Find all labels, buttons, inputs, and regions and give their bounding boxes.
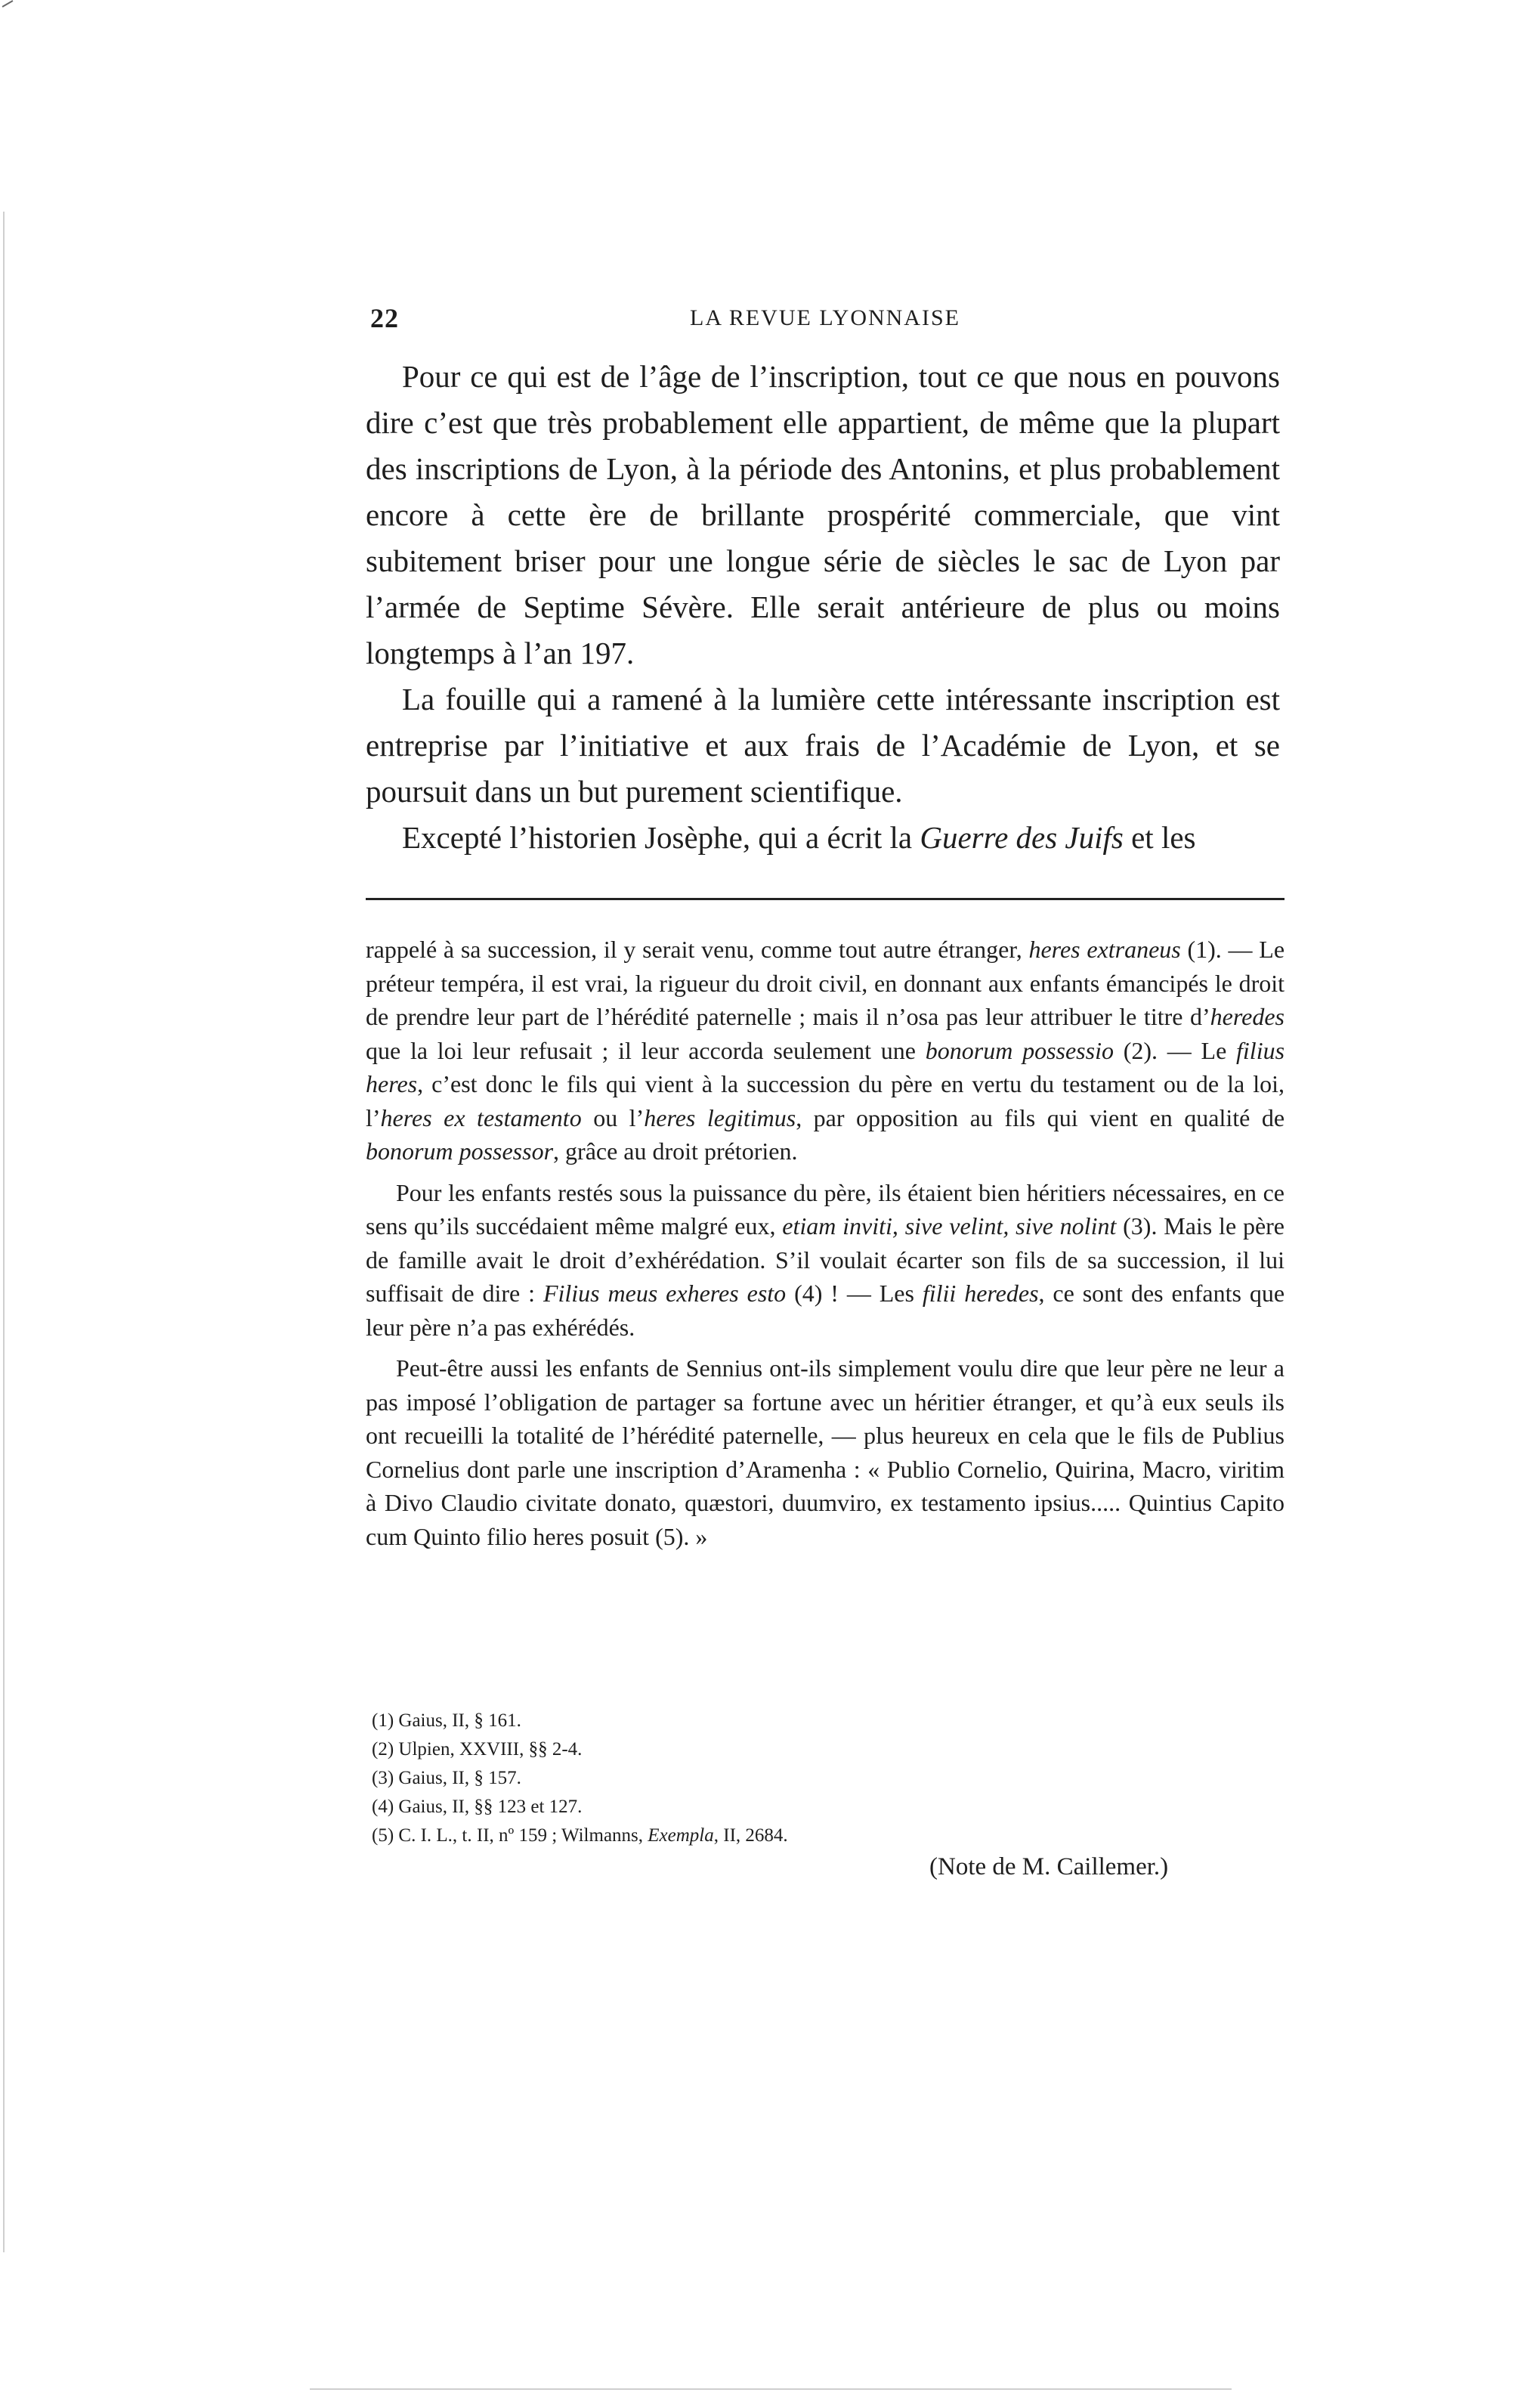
n1-c: (1). — Le préteur tempéra, il est vrai, la rigueur du droit civil, en donnant aux enfants émancipés le droit de prendre leur part de l’hérédité paternelle ; mais il n’osa pas leur attribuer le titre d’ — [366, 936, 1285, 1030]
footnote-5 — [372, 1821, 1127, 1850]
n2-d: Filius meus exheres esto — [543, 1280, 787, 1307]
page-edge-bottom — [310, 2388, 1232, 2390]
footnote-2: (2) Ulpien, XXVIII, §§ 2-4. — [372, 1739, 583, 1760]
book-title: Guerre des Juifs — [920, 820, 1124, 855]
n1-g: (2). — Le — [1113, 1036, 1237, 1064]
n1-j: heres ex testamento — [380, 1103, 582, 1131]
n1-m: , par opposition au fils qui vient en qualité de — [796, 1103, 1285, 1131]
note-paragraph-1 — [366, 933, 1285, 1168]
n1-n: bonorum possessor — [366, 1137, 554, 1165]
body-p3-text-a: Excepté l’historien Josèphe, qui a écrit la — [402, 820, 920, 855]
footnote-4: (4) Gaius, II, §§ 123 et 127. — [372, 1797, 583, 1817]
n1-k: ou l’ — [581, 1103, 645, 1131]
notes-block — [366, 933, 1285, 1561]
body-paragraph-1: Pour ce qui est de l’âge de l’inscription, tout ce que nous en pouvons dire c’est que très probablement elle appartient, de même que la plupart des inscriptions de Lyon, à la période des Antonins, et plus probablement encore à cette ère de brillante prospérité commerciale, que vint subitement briser pour une longue série de siècles le sac de Lyon par l’armée de Septime Sévère. Elle serait antérieure de plus ou moins longtemps à l’an 197. — [366, 359, 1280, 670]
body-paragraph-2: La fouille qui a ramené à la lumière cette intéressante inscription est entreprise par l’initiative et aux frais de l’Académie de Lyon, et se poursuit dans un but purement scientifique. — [366, 682, 1280, 809]
f5-c: , II, 2684. — [713, 1825, 788, 1846]
page-number: 22 — [370, 303, 399, 333]
page-edge-left — [3, 212, 5, 2252]
f5-a: (5) C. I. L., t. II, nº 159 ; Wilmanns, — [372, 1825, 648, 1846]
n2-g: , ce sont des enfants que leur père n’a pas exhérédés. — [366, 1280, 1285, 1341]
n2-f: filii heredes — [922, 1280, 1039, 1307]
n1-e: que la loi leur refusait ; il leur accorda seulement une — [366, 1036, 926, 1064]
footnote-rule — [366, 898, 1285, 900]
running-title: LA REVUE LYONNAISE — [690, 305, 960, 330]
scan-mark — [2, 0, 14, 8]
body-text — [366, 354, 1280, 861]
n1-l: heres legitimus — [644, 1103, 796, 1131]
n2-b: etiam inviti, sive velint, sive nolint — [782, 1212, 1117, 1240]
f5-b: Exempla — [648, 1825, 714, 1846]
footnote-1: (1) Gaius, II, § 161. — [372, 1710, 521, 1731]
signature: (Note de M. Caillemer.) — [929, 1853, 1169, 1880]
n1-a: rappelé à sa succession, il y serait venu, comme tout autre étranger, — [366, 936, 1029, 963]
n1-o: , grâce au droit prétorien. — [553, 1137, 798, 1165]
n1-h: filius heres — [366, 1036, 1285, 1097]
footnotes — [372, 1707, 1127, 1850]
n1-d: heredes — [1210, 1003, 1285, 1030]
note-paragraph-3: Peut-être aussi les enfants de Sennius ont-ils simplement voulu dire que leur père ne leur a pas imposé l’obligation de partager sa fortune avec un héritier étranger, et qu’à eux seuls ils ont recueilli la totalité de l’hérédité paternelle, — plus heureux en cela que le fils de Publius Cornelius dont parle une inscription d’Aramenha : « Publio Cornelio, Quirina, Macro, viritim à Divo Claudio civitate donato, quæstori, duumviro, ex testamento ipsius..... Quintius Capito cum Quinto filio heres posuit (5). » — [366, 1354, 1285, 1550]
n2-a: Pour les enfants restés sous la puissance du père, ils étaient bien héritiers nécessaires, en ce sens qu’ils succédaient même malgré eux, — [366, 1178, 1285, 1240]
body-p3-text-c: et les — [1123, 820, 1196, 855]
n2-e: (4) ! — Les — [786, 1280, 923, 1307]
page-header — [370, 302, 1280, 340]
n2-c: (3). Mais le père de famille avait le droit d’exhérédation. S’il voulait écarter son fils de sa succession, il lui suffisait de dire : — [366, 1212, 1285, 1307]
footnote-3: (3) Gaius, II, § 157. — [372, 1768, 521, 1788]
n1-i: , c’est donc le fils qui vient à la succession du père en vertu du testament ou de la loi, l’ — [366, 1070, 1285, 1131]
n1-b: heres extraneus — [1028, 936, 1181, 963]
body-paragraph-3 — [366, 815, 1280, 861]
n1-f: bonorum possessio — [925, 1036, 1114, 1064]
note-paragraph-2 — [366, 1176, 1285, 1345]
